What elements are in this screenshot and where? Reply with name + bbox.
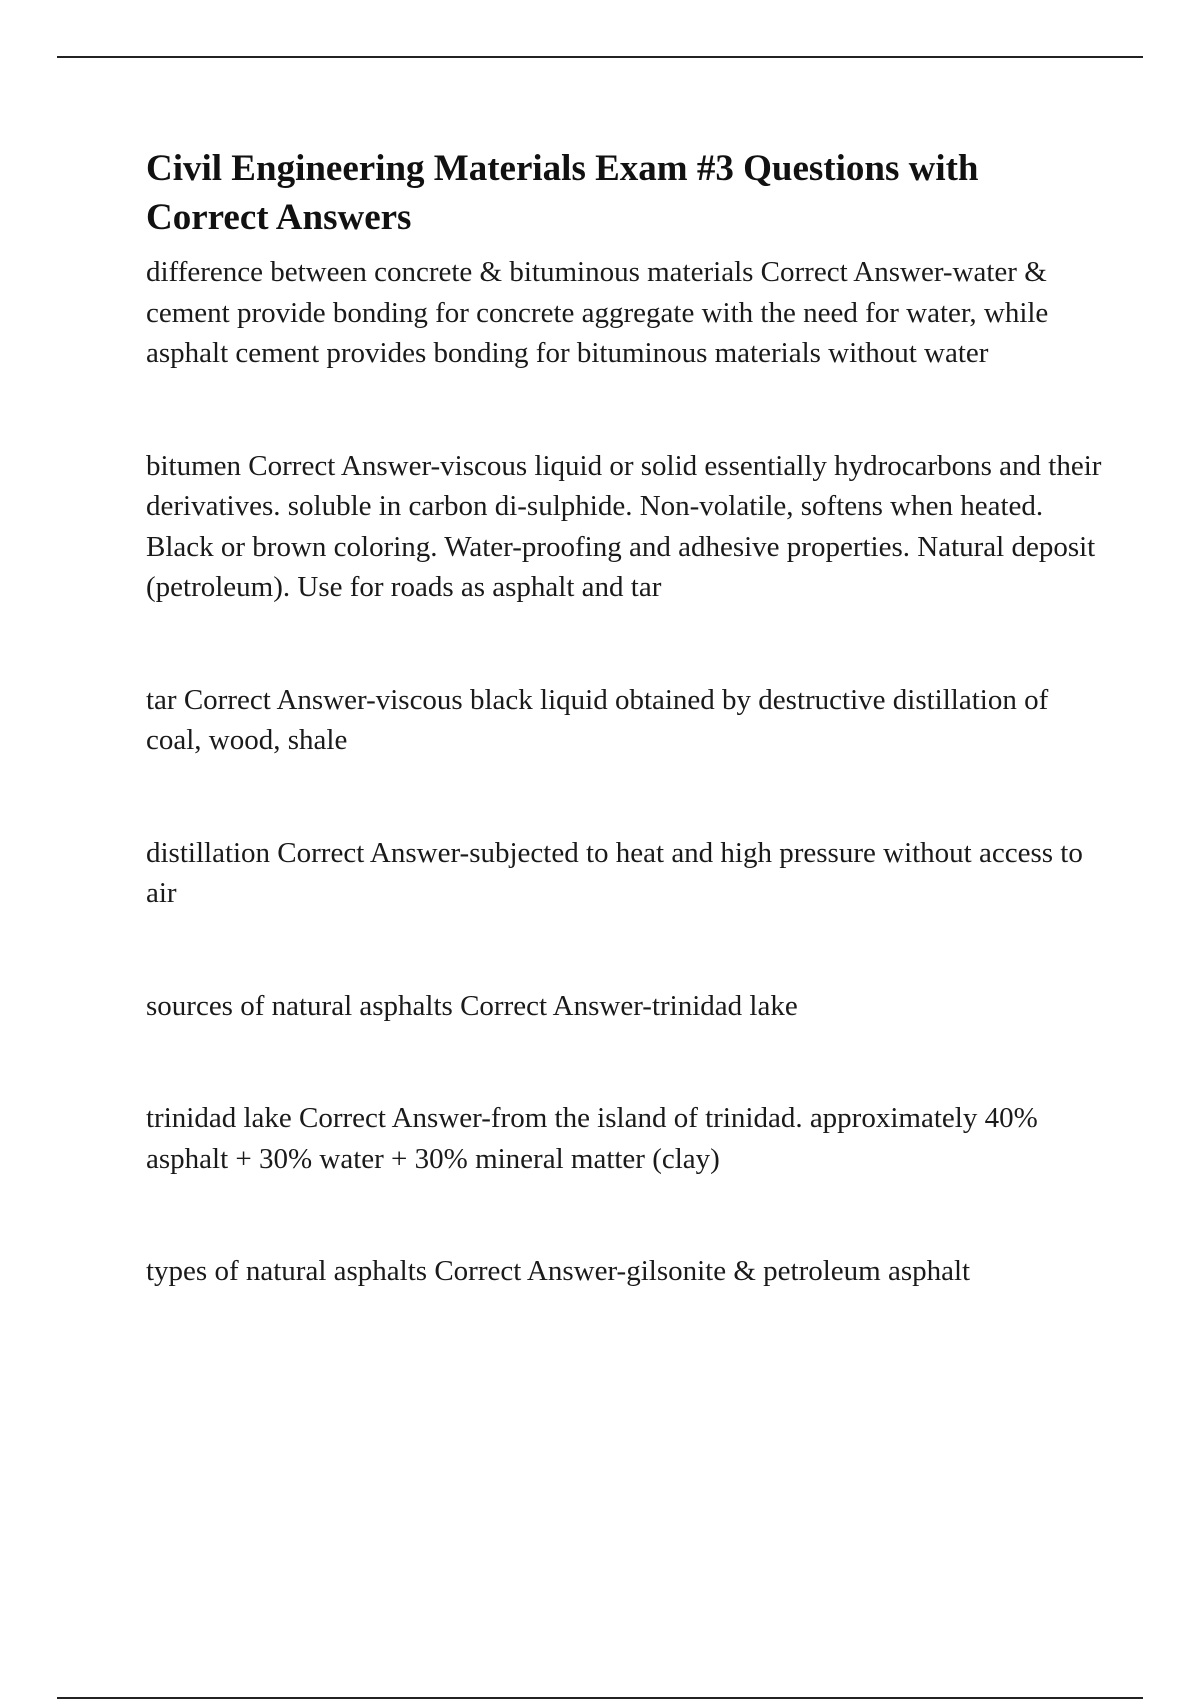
document-title: Civil Engineering Materials Exam #3 Questions with Correct Answers [146,148,979,238]
qa-item: bitumen Correct Answer-viscous liquid or solid essentially hydrocarbons and their derivatives. soluble in carbon di-sulphide. Non-volatile, softens when heated. Black or brown coloring. Water-proofing and adhesive properties. Natural deposit (petroleum). Use for roads as asphalt and tar [146,449,1102,603]
qa-item: trinidad lake Correct Answer-from the island of trinidad. approximately 40% asphalt + 30% water + 30% mineral matter (clay) [146,1102,1038,1175]
bottom-rule [57,1697,1143,1699]
qa-item: tar Correct Answer-viscous black liquid obtained by destructive distillation of coal, wood, shale [146,683,1049,756]
top-rule [57,56,1143,58]
qa-item: distillation Correct Answer-subjected to heat and high pressure without access to air [146,836,1083,909]
document-body [146,144,1106,1292]
qa-item: difference between concrete & bituminous materials Correct Answer-water & cement provide bonding for concrete aggregate with the need for water, while asphalt cement provides bonding for bituminous materials without water [146,256,1049,369]
qa-item: sources of natural asphalts Correct Answer-trinidad lake [146,989,798,1022]
qa-item: types of natural asphalts Correct Answer-gilsonite & petroleum asphalt [146,1255,971,1287]
